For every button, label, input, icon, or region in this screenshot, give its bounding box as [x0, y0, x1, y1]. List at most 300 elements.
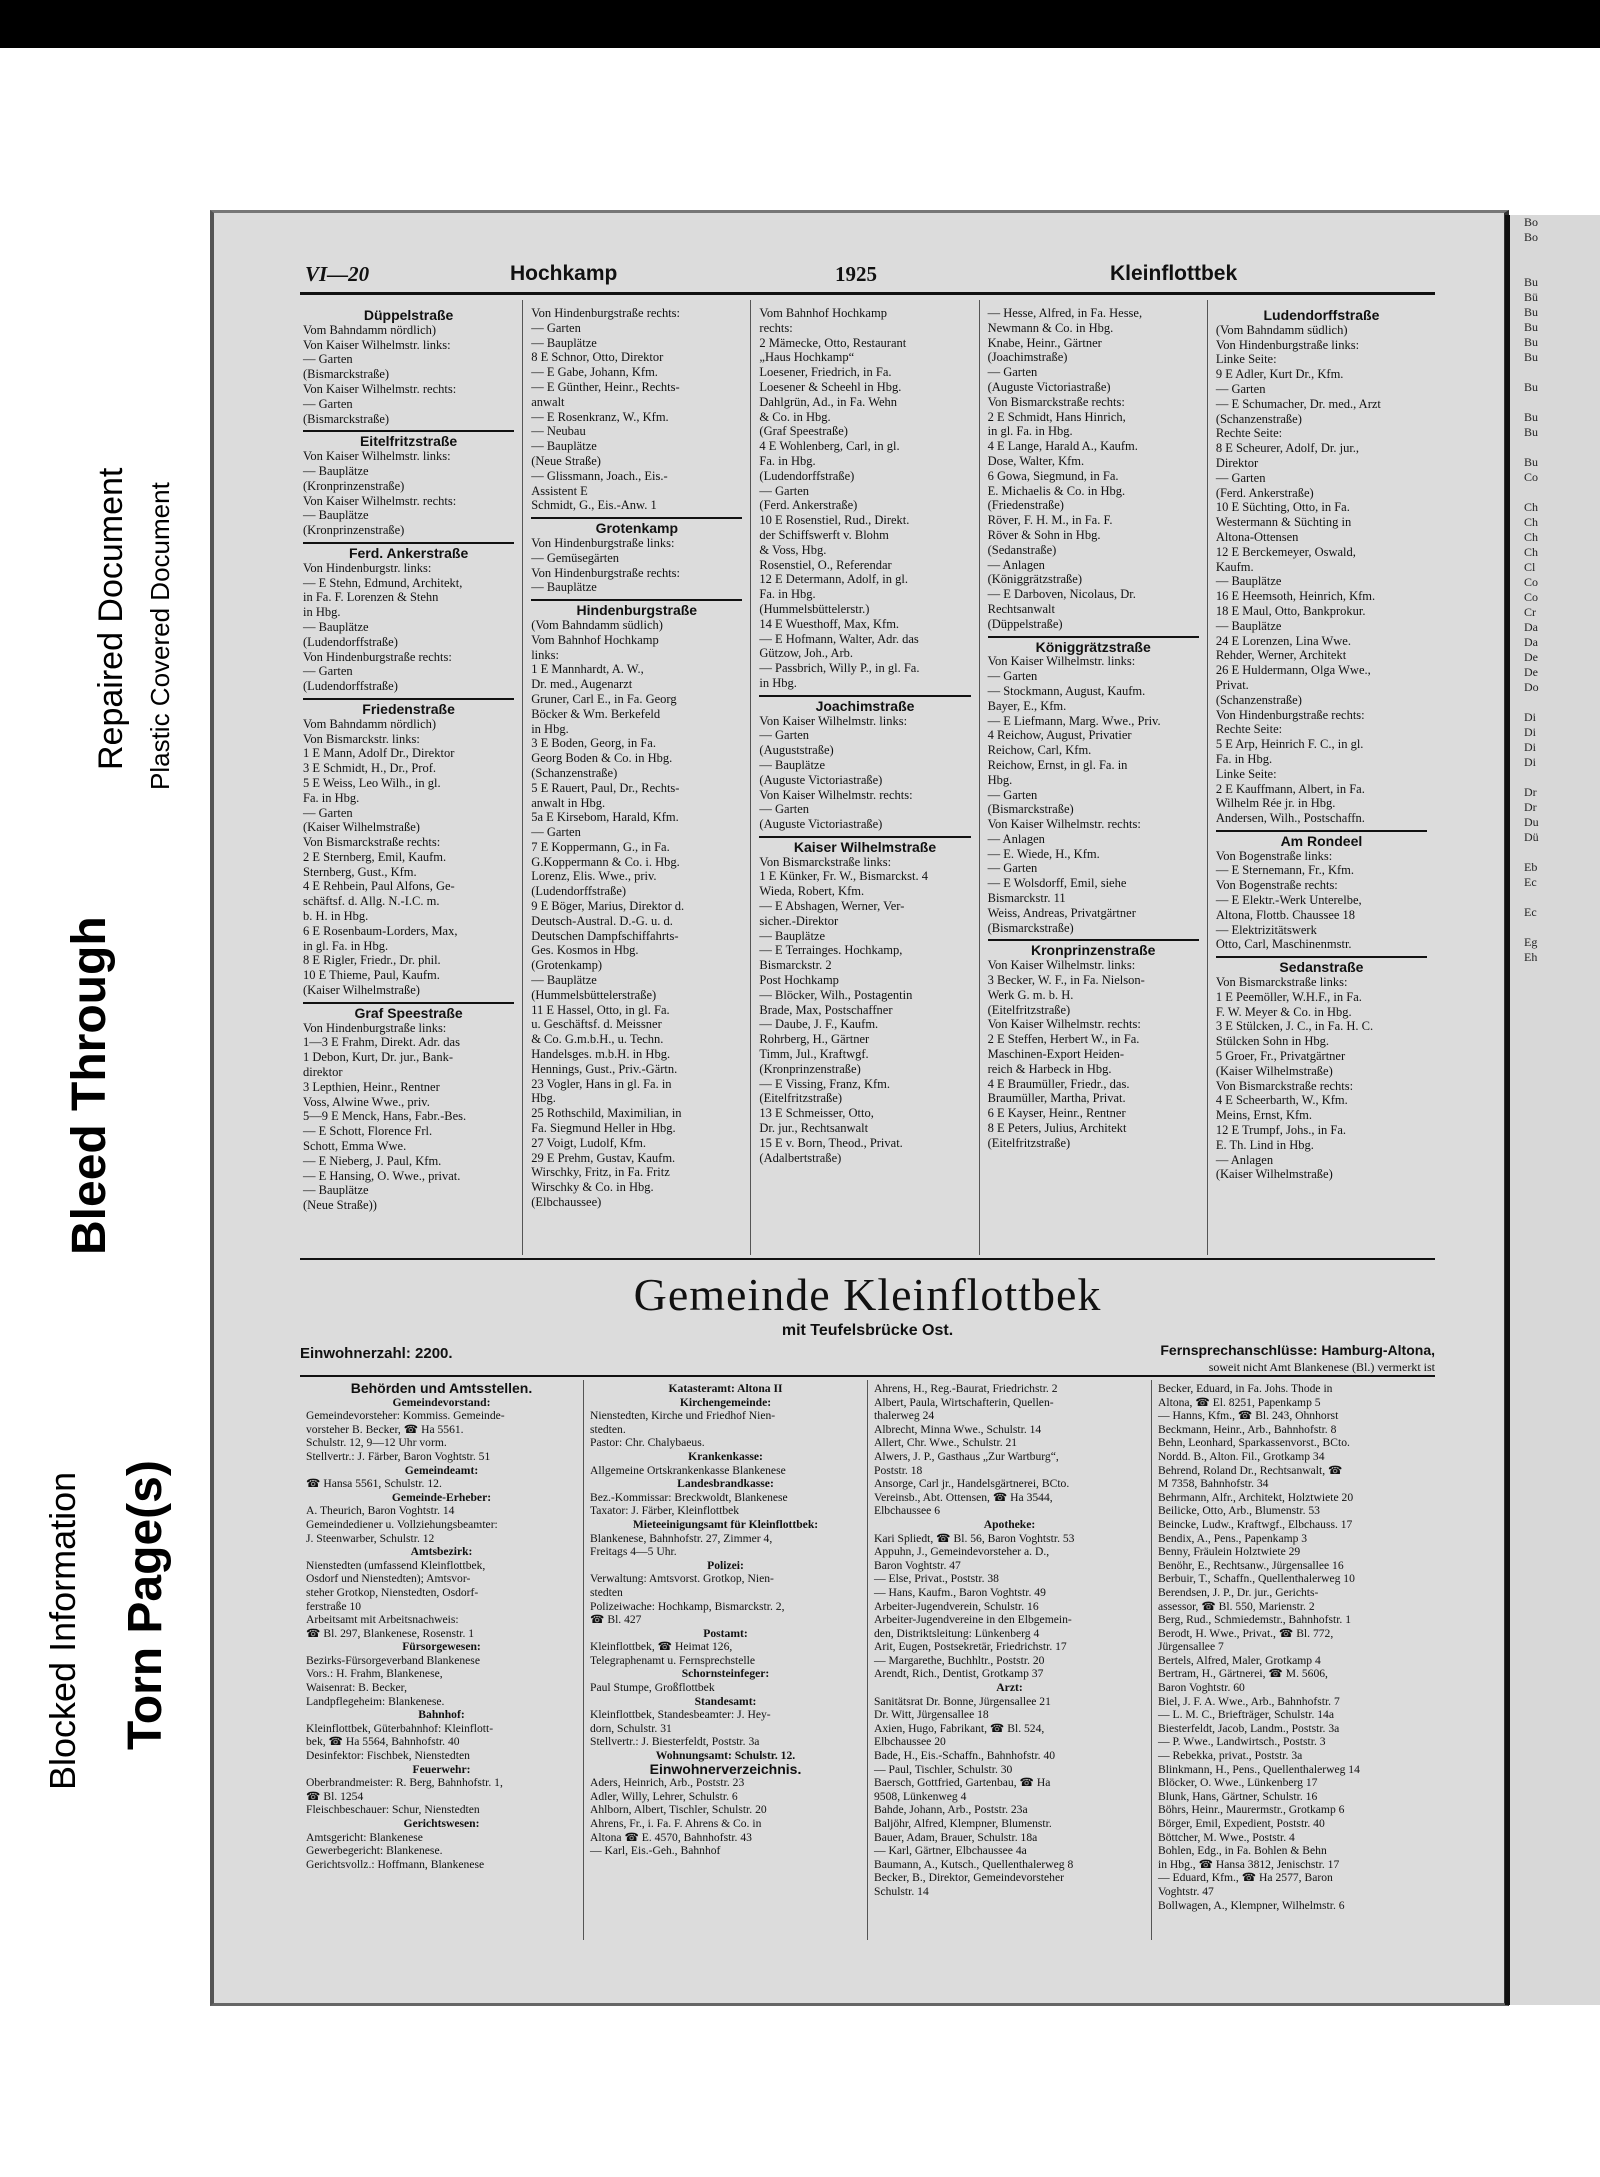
entry-line: Baljöhr, Alfred, Klempner, Blumenstr.	[874, 1817, 1052, 1830]
entry-line: (Kronprinzenstraße)	[759, 1061, 861, 1076]
entry-line: Kleinflottbek, ☎ Heimat 126,	[590, 1640, 733, 1654]
edge-fragment: Dü	[1524, 830, 1539, 844]
entry-line: (Schanzenstraße)	[1215, 692, 1302, 707]
entry-line: Ansorge, Carl jr., Handelsgärtnerei, BCto.	[874, 1477, 1070, 1491]
gemeinde-title: Gemeinde Kleinflottbek	[633, 1269, 1102, 1320]
section-heading: Düppelstraße	[363, 307, 454, 323]
street-column	[523, 300, 751, 1255]
section-heading: Behörden und Amtsstellen.	[350, 1380, 533, 1396]
entry-line: — Bauplätze	[303, 463, 369, 478]
sub-heading: Gerichtswesen:	[403, 1817, 480, 1830]
entry-line: Von Kaiser Wilhelmstr. links:	[759, 713, 908, 728]
gemeinde-column	[1152, 1380, 1435, 1940]
entry-line: — E Rosenkranz, W., Kfm.	[531, 409, 669, 424]
entry-line: (Friedenstraße)	[987, 498, 1064, 513]
header-rule	[300, 292, 1435, 295]
edge-fragment: Dr	[1524, 800, 1537, 814]
entry-line: — Karl, Eis.-Geh., Bahnhof	[590, 1844, 721, 1858]
entry-line: Knabe, Heinr., Gärtner	[987, 335, 1102, 350]
entry-line: Rechte Seite:	[1215, 426, 1283, 441]
entry-line: Westermann & Süchting in	[1215, 515, 1352, 530]
entry-line: Polizeiwache: Hochkamp, Bismarckstr. 2,	[590, 1599, 785, 1613]
entry-line: (Schanzenstraße)	[531, 765, 618, 780]
entry-line: Böcker & Wm. Berkefeld	[531, 706, 661, 721]
entry-line: Ahrens, H., Reg.-Baurat, Friedrichstr. 2	[874, 1382, 1058, 1395]
entry-line: — Rebekka, privat., Poststr. 3a	[1158, 1749, 1303, 1763]
entry-line: Osdorf und Nienstedten); Amtsvor-	[306, 1572, 471, 1586]
entry-line: steher Grotkop, Nienstedten, Osdorf-	[306, 1585, 479, 1599]
edge-fragment: Ch	[1524, 545, 1539, 559]
sub-heading: Schornsteinfeger:	[681, 1667, 770, 1681]
entry-line: Ahrens, Fr., i. Fa. F. Ahrens & Co. in	[590, 1817, 762, 1830]
entry-line: (Königgrätzstraße)	[987, 572, 1083, 587]
entry-line: Von Bismarckstraße links:	[759, 854, 892, 869]
entry-line: (Ludendorffstraße)	[759, 468, 855, 483]
entry-line: — Garten	[303, 396, 353, 411]
edge-fragment	[1510, 695, 1600, 710]
entry-line: Gewerbegericht: Blankenese.	[306, 1844, 443, 1858]
entry-line: Von Kaiser Wilhelmstr. rechts:	[303, 493, 457, 508]
entry-line: Berendsen, J. P., Dr. jur., Gerichts-	[1158, 1585, 1319, 1599]
section-heading: Grotenkamp	[531, 517, 742, 536]
entry-line: Dr. Witt, Jürgensallee 18	[874, 1708, 989, 1722]
edge-fragment: Co	[1524, 590, 1539, 604]
gemeinde-columns	[300, 1380, 1435, 1940]
entry-line: Von Bismarckstr. links:	[303, 731, 420, 746]
section-heading: Am Rondeel	[1216, 830, 1427, 849]
entry-line: — Anlagen	[987, 557, 1045, 572]
entry-line: Von Kaiser Wilhelmstr. links:	[987, 958, 1136, 973]
gemeinde-column	[868, 1380, 1152, 1940]
entry-line: Bertram, H., Gärtnerei, ☎ M. 5606,	[1158, 1667, 1328, 1681]
entry-line: — Margarethe, Buchhltr., Poststr. 20	[874, 1653, 1045, 1667]
entry-line: Direktor	[1215, 455, 1259, 470]
edge-fragment: Eb	[1524, 860, 1538, 874]
entry-line: J. Steenwarber, Schulstr. 12	[306, 1531, 435, 1545]
entry-line: Schott, Emma Wwe.	[303, 1139, 407, 1154]
entry-line: rechts:	[759, 320, 793, 335]
entry-line: Dr. med., Augenarzt	[531, 677, 633, 692]
entry-line: in gl. Fa. in Hbg.	[303, 938, 389, 953]
entry-line: Bismarckstr. 2	[759, 958, 832, 973]
entry-line: Altona-Ottensen	[1215, 529, 1299, 544]
entry-line: Benöhr, E., Rechtsanw., Jürgensallee 16	[1158, 1558, 1344, 1572]
edge-fragment: Bo	[1524, 230, 1539, 244]
edge-fragment: Bu	[1524, 305, 1539, 319]
edge-fragment: Bu	[1524, 275, 1539, 289]
entry-line: — Garten	[1215, 470, 1266, 485]
entry-line: Bollwagen, A., Klempner, Wilhelmstr. 6	[1158, 1898, 1345, 1912]
entry-line: 12 E Berckemeyer, Oswald,	[1215, 544, 1356, 559]
entry-line: stedten.	[590, 1422, 626, 1436]
entry-line: Schulstr. 12, 9—12 Uhr vorm.	[306, 1436, 447, 1450]
entry-line: Von Kaiser Wilhelmstr. rechts:	[303, 381, 457, 396]
entry-line: Gemeindevorsteher: Kommiss. Gemeinde-	[306, 1409, 505, 1423]
entry-line: — Else, Privat., Poststr. 38	[874, 1572, 999, 1586]
entry-line: — Garten	[303, 805, 353, 820]
entry-line: 8 E Peters, Julius, Architekt	[987, 1121, 1127, 1136]
entry-line: 27 Voigt, Ludolf, Kfm.	[531, 1135, 647, 1150]
sub-heading: Polizei:	[707, 1558, 744, 1572]
entry-line: Desinfektor: Fischbek, Nienstedten	[306, 1749, 470, 1763]
entry-line: Jürgensallee 7	[1158, 1640, 1224, 1654]
street-column	[751, 300, 979, 1255]
entry-line: — Glissmann, Joach., Eis.-	[531, 468, 668, 483]
entry-line: Rosenstiel, O., Referendar	[759, 557, 892, 572]
edge-fragment: Di	[1524, 755, 1536, 769]
entry-line: Ahlborn, Albert, Tischler, Schulstr. 20	[590, 1803, 767, 1817]
entry-line: Poststr. 18	[874, 1463, 923, 1477]
entry-line: (Bismarckstraße)	[303, 367, 390, 382]
entry-line: der Schiffswerft v. Blohm	[759, 527, 889, 542]
entry-line: — Garten	[759, 728, 810, 743]
sub-heading: Gemeindevorstand:	[392, 1395, 491, 1409]
entry-line: 10 E Thieme, Paul, Kaufm.	[303, 968, 440, 983]
edge-fragment: Bu	[1524, 350, 1539, 364]
entry-line: — Bauplätze	[303, 1183, 369, 1198]
sub-heading: Wohnungsamt: Schulstr. 12.	[655, 1749, 796, 1763]
entry-line: 1 E Peemöller, W.H.F., in Fa.	[1215, 989, 1362, 1004]
entry-line: Wieda, Robert, Kfm.	[759, 884, 865, 899]
entry-line: — Garten	[1215, 381, 1266, 396]
entry-line: anwalt	[531, 394, 565, 409]
entry-line: 6 E Kayser, Heinr., Rentner	[987, 1106, 1126, 1121]
entry-line: Stellvertr.: J. Biesterfeldt, Poststr. 3a	[590, 1735, 760, 1749]
entry-line: Bezirks-Fürsorgeverband Blankenese	[306, 1653, 480, 1667]
entry-line: Fa. Siegmund Heller in Hbg.	[531, 1121, 676, 1136]
entry-line: (Elbchaussee)	[531, 1195, 602, 1210]
entry-line: Benny, Fräulein Holztwiete 29	[1158, 1545, 1301, 1559]
entry-line: Von Bismarckstraße rechts:	[303, 835, 441, 850]
entry-line: Sanitätsrat Dr. Bonne, Jürgensallee 21	[874, 1694, 1051, 1708]
entry-line: 5a E Kirsebom, Harald, Kfm.	[531, 810, 679, 825]
entry-line: Newmann & Co. in Hbg.	[987, 320, 1114, 335]
entry-line: — Karl, Gärtner, Elbchaussee 4a	[874, 1844, 1027, 1858]
entry-line: Bertels, Alfred, Maler, Grotkamp 4	[1158, 1653, 1321, 1667]
entry-line: ☎ Bl. 1254	[306, 1789, 364, 1803]
entry-line: (Adalbertstraße)	[759, 1150, 842, 1165]
entry-line: Beilicke, Otto, Arb., Blumenstr. 53	[1158, 1504, 1320, 1518]
entry-line: 1—3 E Frahm, Direkt. Adr. das	[303, 1035, 460, 1050]
entry-line: Von Hindenburgstraße rechts:	[531, 306, 681, 320]
header-right-title: Kleinflottbek	[1110, 262, 1238, 285]
entry-line: (Kaiser Wilhelmstraße)	[303, 983, 420, 998]
entry-line: Vors.: H. Frahm, Blankenese,	[306, 1667, 443, 1681]
entry-line: Sternberg, Gust., Kfm.	[303, 864, 417, 879]
entry-line: — Bauplätze	[1215, 618, 1282, 633]
entry-line: Von Hindenburgstraße rechts:	[303, 649, 452, 664]
entry-line: — E Nieberg, J. Paul, Kfm.	[303, 1153, 442, 1168]
entry-line: Altona ☎ E. 4570, Bahnhofstr. 43	[590, 1830, 752, 1844]
section-heading: Ferd. Ankerstraße	[303, 542, 514, 561]
entry-line: Röver & Sohn in Hbg.	[987, 527, 1101, 542]
edge-fragment: Da	[1524, 635, 1538, 649]
entry-line: — Passbrich, Willy P., in gl. Fa.	[759, 661, 920, 676]
edge-fragment	[1510, 440, 1600, 455]
entry-line: — Bauplätze	[531, 335, 597, 350]
entry-line: 1 E Mannhardt, A. W.,	[531, 662, 644, 677]
entry-line: (Kaiser Wilhelmstraße)	[1215, 1063, 1333, 1078]
entry-line: Loesener & Scheehl in Hbg.	[759, 379, 902, 394]
entry-line: 1 Debon, Kurt, Dr. jur., Bank-	[303, 1050, 453, 1065]
entry-line: Biel, J. F. A. Wwe., Arb., Bahnhofstr. 7	[1158, 1694, 1340, 1708]
entry-line: Linke Seite:	[1215, 766, 1277, 781]
entry-line: Fa. in Hbg.	[759, 587, 816, 602]
entry-line: Gerichtsvollz.: Hoffmann, Blankenese	[306, 1857, 485, 1871]
entry-line: Braumüller, Martha, Privat.	[987, 1091, 1126, 1106]
entry-line: 10 E Süchting, Otto, in Fa.	[1215, 500, 1350, 515]
population-count: Einwohnerzahl: 2200.	[300, 1345, 453, 1362]
entry-line: 13 E Schmeisser, Otto,	[759, 1106, 874, 1121]
entry-line: Voghtstr. 47	[1158, 1884, 1214, 1898]
edge-fragment: Ec	[1524, 905, 1537, 919]
entry-line: Adler, Willy, Lehrer, Schulstr. 6	[590, 1789, 738, 1803]
entry-line: Von Hindenburgstraße links:	[531, 535, 675, 550]
entry-line: (Graf Speestraße)	[759, 424, 848, 439]
entry-line: Baron Voghtstr. 60	[1158, 1681, 1245, 1695]
entry-line: Alwers, J. P., Gasthaus „Zur Wartburg“,	[874, 1449, 1059, 1463]
entry-line: Von Hindenburgstraße links:	[1215, 337, 1360, 352]
entry-line: Telegraphenamt u. Fernsprechstelle	[590, 1653, 755, 1667]
entry-line: — Neubau	[531, 424, 586, 439]
entry-line: Werk G. m. b. H.	[987, 987, 1074, 1002]
entry-line: 5—9 E Menck, Hans, Fabr.-Bes.	[303, 1109, 467, 1124]
entry-line: (Bismarckstraße)	[303, 411, 390, 426]
street-column	[1208, 300, 1435, 1255]
entry-line: Blunk, Hans, Gärtner, Schulstr. 16	[1158, 1789, 1318, 1803]
edge-fragment: Eg	[1524, 935, 1538, 949]
entry-line: (Auguststraße)	[759, 743, 834, 758]
entry-line: — Garten	[987, 669, 1038, 684]
entry-line: in Hbg., ☎ Hansa 3812, Jenischstr. 17	[1158, 1857, 1340, 1871]
entry-line: Bahde, Johann, Arb., Poststr. 23a	[874, 1803, 1028, 1817]
entry-line: — E Abshagen, Werner, Ver-	[759, 899, 905, 914]
entry-line: Von Hindenburgstraße links:	[303, 1020, 447, 1035]
edge-fragment	[1510, 395, 1600, 410]
entry-line: Rohrberg, H., Gärtner	[759, 1032, 870, 1047]
section-divider	[300, 1258, 1435, 1260]
edge-fragment	[1510, 485, 1600, 500]
entry-line: Vom Bahndamm nördlich)	[303, 716, 437, 731]
entry-line: Loesener, Friedrich, in Fa.	[759, 365, 892, 380]
entry-line: 8 E Rigler, Friedr., Dr. phil.	[303, 953, 441, 968]
entry-line: Verwaltung: Amtsvorst. Grotkop, Nien-	[590, 1572, 774, 1586]
entry-line: — E Liefmann, Marg. Wwe., Priv.	[987, 713, 1161, 728]
entry-line: Vereinsb., Abt. Ottensen, ☎ Ha 3544,	[874, 1490, 1053, 1504]
edge-fragment: Di	[1524, 740, 1536, 754]
entry-line: Röver, F. H. M., in Fa. F.	[987, 513, 1113, 528]
edge-fragment: Dr	[1524, 785, 1537, 799]
entry-line: (Kronprinzenstraße)	[303, 523, 405, 538]
entry-line: schäftsf. d. Allg. N.-I.C. m.	[303, 894, 440, 909]
entry-line: Beincke, Ludw., Kraftwgf., Elbchauss. 17	[1158, 1517, 1353, 1531]
entry-line: Baersch, Gottfried, Gartenbau, ☎ Ha	[874, 1776, 1051, 1790]
adjacent-page-edge	[1505, 215, 1600, 2005]
entry-line: Deutschen Dampfschiffahrts-	[531, 928, 679, 943]
entry-line: Aders, Heinrich, Arb., Poststr. 23	[590, 1776, 745, 1790]
entry-line: — Hesse, Alfred, in Fa. Hesse,	[987, 306, 1143, 320]
entry-line: — Hanns, Kfm., ☎ Bl. 243, Ohnhorst	[1158, 1409, 1339, 1423]
entry-line: Von Kaiser Wilhelmstr. rechts:	[987, 817, 1141, 832]
entry-line: in Hbg.	[303, 605, 341, 620]
entry-line: Gemeindediener u. Vollziehungsbeamter:	[306, 1517, 498, 1531]
entry-line: 25 Rothschild, Maximilian, in	[531, 1106, 682, 1121]
entry-line: Bez.-Kommissar: Breckwoldt, Blankenese	[590, 1490, 788, 1504]
entry-line: 8 E Schnor, Otto, Direktor	[531, 350, 664, 365]
label-torn-pages: Torn Page(s)	[119, 1460, 172, 1750]
entry-line: Gützow, Joh., Arb.	[759, 646, 854, 661]
entry-line: Hbg.	[987, 772, 1013, 787]
entry-line: (Hummelsbüttelerstraße)	[531, 987, 657, 1002]
sub-heading: Landesbrandkasse:	[677, 1477, 774, 1491]
section-heading: Einwohnerverzeichnis.	[649, 1760, 802, 1777]
entry-line: stedten	[590, 1585, 623, 1599]
entry-line: — E Schott, Florence Frl.	[303, 1124, 433, 1139]
entry-line: 11 E Hassel, Otto, in gl. Fa.	[531, 1002, 670, 1017]
entry-line: — Gemüsegärten	[531, 550, 620, 565]
entry-line: 14 E Wuesthoff, Max, Kfm.	[759, 616, 900, 631]
sub-heading: Bahnhof:	[418, 1708, 465, 1722]
entry-line: — Bauplätze	[759, 757, 826, 772]
edge-fragment	[1510, 260, 1600, 275]
entry-line: Voss, Alwine Wwe., priv.	[303, 1094, 430, 1109]
entry-line: Allgemeine Ortskrankenkasse Blankenese	[590, 1463, 786, 1477]
entry-line: 3 E Schmidt, H., Dr., Prof.	[303, 761, 436, 776]
gemeinde-column	[584, 1380, 868, 1940]
entry-line: Von Kaiser Wilhelmstr. rechts:	[987, 1017, 1141, 1032]
entry-line: Bendix, A., Pens., Papenkamp 3	[1158, 1531, 1308, 1545]
entry-line: links:	[531, 647, 559, 662]
entry-line: in Hbg.	[759, 675, 797, 690]
street-column	[295, 300, 523, 1255]
entry-line: (Kronprinzenstraße)	[303, 478, 405, 493]
entry-line: 16 E Heemsoth, Heinrich, Kfm.	[1215, 589, 1376, 604]
entry-line: (Düppelstraße)	[987, 616, 1063, 631]
entry-line: Reichow, Ernst, in gl. Fa. in	[987, 757, 1128, 772]
entry-line: u. Geschäftsf. d. Meissner	[531, 1017, 662, 1032]
entry-line: Albert, Paula, Wirtschafterin, Quellen-	[874, 1395, 1054, 1409]
entry-line: (Vom Bahndamm südlich)	[1215, 322, 1348, 337]
section-heading: Joachimstraße	[759, 695, 970, 714]
sub-heading: Standesamt:	[694, 1694, 757, 1708]
entry-line: Ges. Kosmos in Hbg.	[531, 943, 639, 958]
entry-line: Wirschky, Fritz, in Fa. Fritz	[531, 1165, 670, 1180]
entry-line: Arendt, Rich., Dentist, Grotkamp 37	[874, 1667, 1044, 1681]
entry-line: — E Stehn, Edmund, Architekt,	[303, 575, 463, 590]
entry-line: (Ferd. Ankerstraße)	[1215, 485, 1314, 500]
entry-line: Arbeiter-Jugendverein, Schulstr. 16	[874, 1599, 1039, 1613]
entry-line: Berg, Rud., Schmiedemstr., Bahnhofstr. 1	[1158, 1613, 1352, 1627]
entry-line: (Kaiser Wilhelmstraße)	[303, 820, 420, 835]
entry-line: 1 E Mann, Adolf Dr., Direktor	[303, 746, 455, 761]
entry-line: Dahlgrün, Ad., in Fa. Wehn	[759, 394, 898, 409]
entry-line: Schulstr. 14	[874, 1884, 929, 1898]
entry-line: (Neue Straße)	[531, 453, 601, 468]
entry-line: 2 E Steffen, Herbert W., in Fa.	[987, 1032, 1140, 1047]
entry-line: in Fa. F. Lorenzen & Stehn	[303, 590, 439, 605]
entry-line: — E Gabe, Johann, Kfm.	[531, 365, 658, 380]
section-heading: Kaiser Wilhelmstraße	[759, 836, 970, 855]
entry-line: thalerweg 24	[874, 1409, 935, 1423]
entry-line: Nienstedten, Kirche und Friedhof Nien-	[590, 1409, 776, 1423]
entry-line: 6 Gowa, Siegmund, in Fa.	[987, 468, 1119, 483]
sub-heading: Apotheke:	[983, 1517, 1036, 1531]
label-repaired-document: Repaired Document	[92, 467, 130, 770]
edge-fragment: Du	[1524, 815, 1539, 829]
entry-line: assessor, ☎ Bl. 550, Marienstr. 2	[1158, 1599, 1315, 1613]
entry-line: Hbg.	[531, 1091, 556, 1106]
entry-line: G.Koppermann & Co. i. Hbg.	[531, 854, 680, 869]
entry-line: Stülcken Sohn in Hbg.	[1215, 1034, 1330, 1049]
entry-line: Von Bogenstraße links:	[1215, 848, 1333, 863]
entry-line: 5 E Arp, Heinrich F. C., in gl.	[1215, 737, 1364, 752]
entry-line: (Sedanstraße)	[987, 542, 1057, 557]
entry-line: (Joachimstraße)	[987, 350, 1068, 365]
entry-line: (Auguste Victoriastraße)	[759, 772, 883, 787]
entry-line: Georg Boden & Co. in Hbg.	[531, 751, 673, 766]
entry-line: Allert, Chr. Wwe., Schulstr. 21	[874, 1436, 1018, 1450]
entry-line: Paul Stumpe, Großflottbek	[590, 1681, 715, 1695]
entry-line: Baumann, A., Kutsch., Quellenthalerweg 8	[874, 1857, 1074, 1871]
entry-line: Von Bismarckstraße rechts:	[1215, 1078, 1354, 1093]
entry-line: — Garten	[303, 352, 353, 367]
entry-line: F. W. Meyer & Co. in Hbg.	[1215, 1004, 1352, 1019]
entry-line: Lorenz, Elis. Wwe., priv.	[531, 869, 657, 884]
entry-line: — Garten	[987, 787, 1038, 802]
entry-line: Rechte Seite:	[1215, 722, 1283, 737]
gemeinde-subtitle: mit Teufelsbrücke Ost.	[781, 1322, 954, 1339]
edge-fragment: Ch	[1524, 500, 1539, 514]
entry-line: reich & Harbeck in Hbg.	[987, 1061, 1112, 1076]
entry-line: — E Wolsdorff, Emil, siehe	[987, 876, 1127, 891]
entry-line: — Hans, Kaufm., Baron Voghtstr. 49	[874, 1585, 1046, 1599]
entry-line: Von Kaiser Wilhelmstr. links:	[303, 449, 451, 464]
entry-line: Vom Bahnhof Hochkamp	[759, 306, 887, 320]
entry-line: M 7358, Bahnhofstr. 34	[1158, 1477, 1269, 1491]
entry-line: — Stockmann, August, Kaufm.	[987, 683, 1146, 698]
entry-line: — Bauplätze	[531, 973, 597, 988]
entry-line: 1 E Künker, Fr. W., Bismarckst. 4	[759, 869, 928, 884]
edge-fragment: Eh	[1524, 950, 1538, 964]
entry-line: Assistent E	[531, 483, 588, 498]
edge-fragment: Ec	[1524, 875, 1537, 889]
entry-line: — E Schumacher, Dr. med., Arzt	[1215, 396, 1381, 411]
section-heading: Eitelfritzstraße	[303, 430, 514, 449]
sub-heading: Amtsbezirk:	[410, 1545, 473, 1559]
entry-line: Von Kaiser Wilhelmstr. links:	[987, 654, 1136, 669]
entry-line: Blinkmann, H., Pens., Quellenthalerweg 14	[1158, 1762, 1360, 1776]
entry-line: 4 E Braumüller, Friedr., das.	[987, 1076, 1130, 1091]
entry-line: (Vom Bahndamm südlich)	[531, 617, 663, 632]
entry-line: ☎ Bl. 427	[590, 1613, 642, 1627]
entry-line: 9 E Böger, Marius, Direktor d.	[531, 899, 685, 914]
edge-fragment: Co	[1524, 575, 1539, 589]
entry-line: sicher.-Direktor	[759, 913, 839, 928]
entry-line: Von Hindenburgstr. links:	[303, 560, 432, 575]
entry-line: 3 E Boden, Georg, in Fa.	[531, 736, 656, 751]
entry-line: in Hbg.	[531, 721, 569, 736]
entry-line: 23 Vogler, Hans in gl. Fa. in	[531, 1076, 672, 1091]
entry-line: 6 E Rosenbaum-Lorders, Max,	[303, 923, 458, 938]
entry-line: Linke Seite:	[1215, 352, 1277, 367]
entry-line: Nordd. B., Alton. Fil., Grotkamp 34	[1158, 1449, 1325, 1463]
entry-line: Von Kaiser Wilhelmstr. rechts:	[759, 787, 913, 802]
entry-line: Von Bismarckstraße rechts:	[987, 394, 1125, 409]
header-left-title: Hochkamp	[510, 262, 618, 285]
entry-line: 15 E v. Born, Theod., Privat.	[759, 1135, 903, 1150]
edge-fragment: Bu	[1524, 425, 1539, 439]
entry-line: Dr. jur., Rechtsanwalt	[759, 1121, 869, 1136]
